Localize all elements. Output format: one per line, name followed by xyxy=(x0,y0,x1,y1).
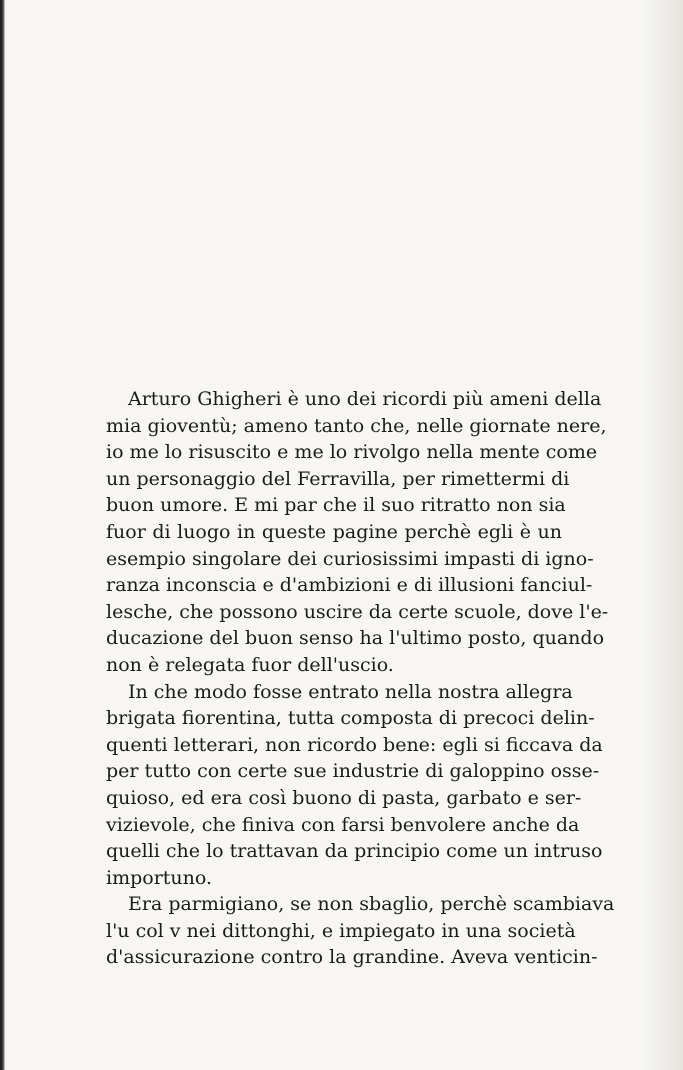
text-line: vizievole, che finiva con farsi benvolere anche da xyxy=(106,813,580,836)
text-line: io me lo risuscito e me lo rivolgo nella mente come xyxy=(106,441,598,464)
text-line: brigata fiorentina, tutta composta di precoci delin- xyxy=(106,707,595,730)
binding-edge xyxy=(0,0,5,1070)
text-line: ranza inconscia e d'ambizioni e di illusioni fanciul- xyxy=(106,574,593,597)
text-line: esempio singolare dei curiosissimi impasti di igno- xyxy=(106,547,594,570)
text-line: d'assicurazione contro la grandine. Aveva venticin- xyxy=(106,946,598,969)
text-line: Era parmigiano, se non sbaglio, perchè scambiava xyxy=(128,893,615,916)
text-line: buon umore. E mi par che il suo ritratto non sia xyxy=(106,494,566,517)
text-line: non è relegata fuor dell'uscio. xyxy=(106,653,394,676)
text-line: lesche, che possono uscire da certe scuole, dove l'e- xyxy=(106,600,609,623)
text-line: mia gioventù; ameno tanto che, nelle giornate nere, xyxy=(106,414,607,437)
text-line: quelli che lo trattavan da principio come un intruso xyxy=(106,840,603,863)
text-line: per tutto con certe sue industrie di galoppino osse- xyxy=(106,760,600,783)
text-line: Arturo Ghigheri è uno dei ricordi più ameni della xyxy=(128,388,602,410)
page-shade xyxy=(643,0,683,1070)
text-line: importuno. xyxy=(106,866,213,889)
text-line: un personaggio del Ferravilla, per rimettermi di xyxy=(106,467,570,490)
text-line: ducazione del buon senso ha l'ultimo posto, quando xyxy=(106,627,605,650)
text-line: fuor di luogo in queste pagine perchè egli è un xyxy=(106,520,562,543)
text-line: quenti letterari, non ricordo bene: egli si ficcava da xyxy=(106,733,603,756)
body-text xyxy=(106,386,615,971)
text-line: l'u col v nei dittonghi, e impiegato in una società xyxy=(106,919,576,942)
text-line: quioso, ed era così buono di pasta, garbato e ser- xyxy=(106,786,582,809)
text-line: In che modo fosse entrato nella nostra allegra xyxy=(128,680,573,703)
